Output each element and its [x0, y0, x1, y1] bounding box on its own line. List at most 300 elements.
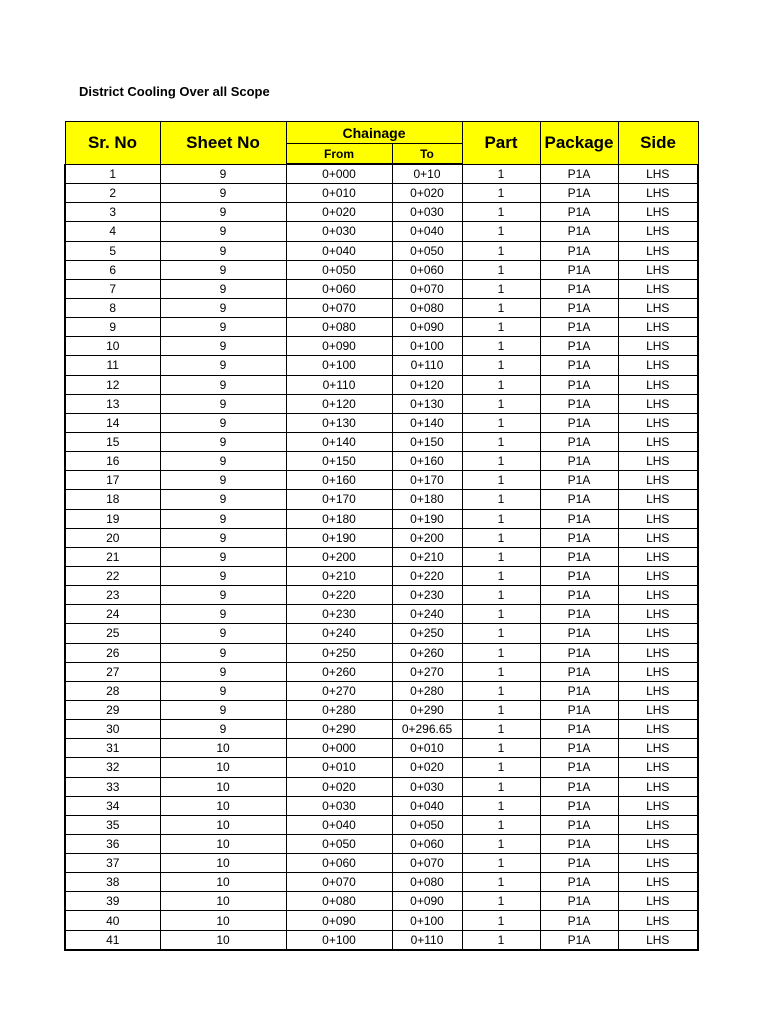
chainage-from-cell: 0+040: [286, 241, 392, 260]
sr-no-cell: 28: [65, 681, 160, 700]
side-cell: LHS: [618, 681, 698, 700]
side-cell: LHS: [618, 930, 698, 950]
header-sheet-no: Sheet No: [160, 122, 286, 165]
table-row: [65, 337, 698, 356]
sr-no-cell: 20: [65, 528, 160, 547]
table-row: [65, 222, 698, 241]
sr-no-cell: 40: [65, 911, 160, 930]
chainage-from-cell: 0+200: [286, 547, 392, 566]
package-cell: P1A: [540, 184, 618, 203]
chainage-from-cell: 0+080: [286, 318, 392, 337]
sheet-no-cell: 9: [160, 394, 286, 413]
package-cell: P1A: [540, 203, 618, 222]
sr-no-cell: 32: [65, 758, 160, 777]
sr-no-cell: 19: [65, 509, 160, 528]
side-cell: LHS: [618, 260, 698, 279]
side-cell: LHS: [618, 203, 698, 222]
package-cell: P1A: [540, 298, 618, 317]
package-cell: P1A: [540, 318, 618, 337]
part-cell: 1: [462, 337, 540, 356]
package-cell: P1A: [540, 452, 618, 471]
sheet-no-cell: 10: [160, 834, 286, 853]
sheet-no-cell: 9: [160, 432, 286, 451]
chainage-from-cell: 0+100: [286, 930, 392, 950]
chainage-from-cell: 0+250: [286, 643, 392, 662]
side-cell: LHS: [618, 873, 698, 892]
sr-no-cell: 29: [65, 700, 160, 719]
chainage-to-cell: 0+040: [392, 222, 462, 241]
sheet-no-cell: 9: [160, 318, 286, 337]
sheet-no-cell: 9: [160, 643, 286, 662]
table-row: [65, 796, 698, 815]
side-cell: LHS: [618, 298, 698, 317]
table-row: [65, 758, 698, 777]
chainage-from-cell: 0+090: [286, 911, 392, 930]
chainage-to-cell: 0+250: [392, 624, 462, 643]
chainage-from-cell: 0+060: [286, 279, 392, 298]
sheet-no-cell: 9: [160, 260, 286, 279]
part-cell: 1: [462, 854, 540, 873]
sheet-no-cell: 9: [160, 509, 286, 528]
side-cell: LHS: [618, 394, 698, 413]
part-cell: 1: [462, 394, 540, 413]
sr-no-cell: 1: [65, 164, 160, 184]
sheet-no-cell: 9: [160, 164, 286, 184]
table-row: [65, 586, 698, 605]
table-row: [65, 777, 698, 796]
sr-no-cell: 7: [65, 279, 160, 298]
chainage-to-cell: 0+160: [392, 452, 462, 471]
table-row: [65, 605, 698, 624]
chainage-from-cell: 0+080: [286, 892, 392, 911]
chainage-to-cell: 0+110: [392, 930, 462, 950]
package-cell: P1A: [540, 643, 618, 662]
sheet-no-cell: 9: [160, 566, 286, 585]
sr-no-cell: 36: [65, 834, 160, 853]
sheet-no-cell: 9: [160, 490, 286, 509]
header-row: [65, 122, 698, 144]
part-cell: 1: [462, 164, 540, 184]
chainage-from-cell: 0+180: [286, 509, 392, 528]
chainage-to-cell: 0+050: [392, 241, 462, 260]
part-cell: 1: [462, 586, 540, 605]
chainage-from-cell: 0+160: [286, 471, 392, 490]
sheet-no-cell: 10: [160, 796, 286, 815]
chainage-to-cell: 0+130: [392, 394, 462, 413]
sheet-no-cell: 9: [160, 356, 286, 375]
package-cell: P1A: [540, 854, 618, 873]
sheet-no-cell: 9: [160, 203, 286, 222]
sheet-no-cell: 10: [160, 758, 286, 777]
sr-no-cell: 6: [65, 260, 160, 279]
sheet-no-cell: 9: [160, 700, 286, 719]
side-cell: LHS: [618, 739, 698, 758]
chainage-to-cell: 0+290: [392, 700, 462, 719]
sheet-no-cell: 10: [160, 815, 286, 834]
part-cell: 1: [462, 222, 540, 241]
chainage-from-cell: 0+070: [286, 298, 392, 317]
side-cell: LHS: [618, 452, 698, 471]
part-cell: 1: [462, 605, 540, 624]
table-row: [65, 643, 698, 662]
package-cell: P1A: [540, 413, 618, 432]
chainage-from-cell: 0+260: [286, 662, 392, 681]
part-cell: 1: [462, 662, 540, 681]
sr-no-cell: 24: [65, 605, 160, 624]
side-cell: LHS: [618, 184, 698, 203]
package-cell: P1A: [540, 930, 618, 950]
package-cell: P1A: [540, 700, 618, 719]
chainage-to-cell: 0+070: [392, 854, 462, 873]
header-part: Part: [462, 122, 540, 165]
sheet-no-cell: 9: [160, 471, 286, 490]
sheet-no-cell: 9: [160, 298, 286, 317]
part-cell: 1: [462, 547, 540, 566]
sr-no-cell: 10: [65, 337, 160, 356]
sr-no-cell: 23: [65, 586, 160, 605]
sr-no-cell: 41: [65, 930, 160, 950]
side-cell: LHS: [618, 586, 698, 605]
chainage-to-cell: 0+050: [392, 815, 462, 834]
header-to: To: [392, 144, 462, 165]
part-cell: 1: [462, 796, 540, 815]
chainage-to-cell: 0+180: [392, 490, 462, 509]
part-cell: 1: [462, 528, 540, 547]
chainage-to-cell: 0+240: [392, 605, 462, 624]
part-cell: 1: [462, 452, 540, 471]
package-cell: P1A: [540, 432, 618, 451]
chainage-from-cell: 0+220: [286, 586, 392, 605]
chainage-to-cell: 0+140: [392, 413, 462, 432]
sheet-no-cell: 10: [160, 892, 286, 911]
header-from: From: [286, 144, 392, 165]
package-cell: P1A: [540, 662, 618, 681]
table-row: [65, 509, 698, 528]
sheet-no-cell: 10: [160, 739, 286, 758]
chainage-from-cell: 0+020: [286, 777, 392, 796]
sheet-no-cell: 9: [160, 528, 286, 547]
sr-no-cell: 35: [65, 815, 160, 834]
header-side: Side: [618, 122, 698, 165]
sheet-no-cell: 9: [160, 222, 286, 241]
part-cell: 1: [462, 184, 540, 203]
chainage-from-cell: 0+000: [286, 164, 392, 184]
side-cell: LHS: [618, 911, 698, 930]
package-cell: P1A: [540, 566, 618, 585]
chainage-from-cell: 0+170: [286, 490, 392, 509]
sr-no-cell: 22: [65, 566, 160, 585]
chainage-from-cell: 0+270: [286, 681, 392, 700]
package-cell: P1A: [540, 375, 618, 394]
package-cell: P1A: [540, 222, 618, 241]
package-cell: P1A: [540, 911, 618, 930]
sheet-no-cell: 10: [160, 930, 286, 950]
table-row: [65, 260, 698, 279]
sheet-no-cell: 9: [160, 662, 286, 681]
chainage-from-cell: 0+040: [286, 815, 392, 834]
sr-no-cell: 21: [65, 547, 160, 566]
chainage-to-cell: 0+030: [392, 777, 462, 796]
table-row: [65, 241, 698, 260]
sr-no-cell: 27: [65, 662, 160, 681]
side-cell: LHS: [618, 662, 698, 681]
header-package: Package: [540, 122, 618, 165]
side-cell: LHS: [618, 815, 698, 834]
chainage-to-cell: 0+070: [392, 279, 462, 298]
side-cell: LHS: [618, 432, 698, 451]
package-cell: P1A: [540, 356, 618, 375]
table-row: [65, 394, 698, 413]
package-cell: P1A: [540, 605, 618, 624]
package-cell: P1A: [540, 547, 618, 566]
table-row: [65, 471, 698, 490]
part-cell: 1: [462, 471, 540, 490]
chainage-from-cell: 0+000: [286, 739, 392, 758]
package-cell: P1A: [540, 337, 618, 356]
table-row: [65, 624, 698, 643]
chainage-from-cell: 0+190: [286, 528, 392, 547]
chainage-from-cell: 0+030: [286, 796, 392, 815]
sr-no-cell: 9: [65, 318, 160, 337]
table-row: [65, 452, 698, 471]
sheet-no-cell: 9: [160, 586, 286, 605]
table-row: [65, 203, 698, 222]
chainage-to-cell: 0+040: [392, 796, 462, 815]
package-cell: P1A: [540, 815, 618, 834]
chainage-from-cell: 0+020: [286, 203, 392, 222]
package-cell: P1A: [540, 394, 618, 413]
sr-no-cell: 33: [65, 777, 160, 796]
chainage-from-cell: 0+230: [286, 605, 392, 624]
side-cell: LHS: [618, 720, 698, 739]
table-row: [65, 834, 698, 853]
side-cell: LHS: [618, 643, 698, 662]
part-cell: 1: [462, 777, 540, 796]
sr-no-cell: 16: [65, 452, 160, 471]
side-cell: LHS: [618, 490, 698, 509]
chainage-from-cell: 0+030: [286, 222, 392, 241]
chainage-from-cell: 0+150: [286, 452, 392, 471]
table-row: [65, 892, 698, 911]
part-cell: 1: [462, 834, 540, 853]
chainage-from-cell: 0+010: [286, 758, 392, 777]
part-cell: 1: [462, 758, 540, 777]
chainage-to-cell: 0+10: [392, 164, 462, 184]
part-cell: 1: [462, 432, 540, 451]
side-cell: LHS: [618, 413, 698, 432]
part-cell: 1: [462, 815, 540, 834]
part-cell: 1: [462, 624, 540, 643]
package-cell: P1A: [540, 490, 618, 509]
sr-no-cell: 3: [65, 203, 160, 222]
chainage-to-cell: 0+150: [392, 432, 462, 451]
part-cell: 1: [462, 279, 540, 298]
chainage-from-cell: 0+210: [286, 566, 392, 585]
chainage-to-cell: 0+060: [392, 834, 462, 853]
sheet-no-cell: 10: [160, 911, 286, 930]
chainage-to-cell: 0+280: [392, 681, 462, 700]
sr-no-cell: 4: [65, 222, 160, 241]
chainage-to-cell: 0+260: [392, 643, 462, 662]
part-cell: 1: [462, 260, 540, 279]
chainage-from-cell: 0+090: [286, 337, 392, 356]
side-cell: LHS: [618, 222, 698, 241]
sheet-no-cell: 9: [160, 547, 286, 566]
package-cell: P1A: [540, 586, 618, 605]
package-cell: P1A: [540, 720, 618, 739]
side-cell: LHS: [618, 279, 698, 298]
side-cell: LHS: [618, 566, 698, 585]
package-cell: P1A: [540, 873, 618, 892]
sheet-no-cell: 9: [160, 720, 286, 739]
sheet-no-cell: 9: [160, 375, 286, 394]
side-cell: LHS: [618, 834, 698, 853]
chainage-from-cell: 0+290: [286, 720, 392, 739]
part-cell: 1: [462, 318, 540, 337]
chainage-to-cell: 0+296.65: [392, 720, 462, 739]
table-row: [65, 164, 698, 184]
side-cell: LHS: [618, 241, 698, 260]
side-cell: LHS: [618, 700, 698, 719]
side-cell: LHS: [618, 471, 698, 490]
document-title: District Cooling Over all Scope: [79, 84, 270, 99]
package-cell: P1A: [540, 777, 618, 796]
part-cell: 1: [462, 892, 540, 911]
package-cell: P1A: [540, 241, 618, 260]
table-row: [65, 815, 698, 834]
table-row: [65, 184, 698, 203]
chainage-to-cell: 0+100: [392, 337, 462, 356]
sheet-no-cell: 9: [160, 413, 286, 432]
table-row: [65, 566, 698, 585]
sheet-no-cell: 9: [160, 279, 286, 298]
package-cell: P1A: [540, 892, 618, 911]
chainage-to-cell: 0+020: [392, 184, 462, 203]
side-cell: LHS: [618, 777, 698, 796]
sr-no-cell: 31: [65, 739, 160, 758]
chainage-from-cell: 0+280: [286, 700, 392, 719]
part-cell: 1: [462, 930, 540, 950]
sheet-no-cell: 10: [160, 777, 286, 796]
sr-no-cell: 2: [65, 184, 160, 203]
table-row: [65, 700, 698, 719]
package-cell: P1A: [540, 164, 618, 184]
side-cell: LHS: [618, 854, 698, 873]
table-row: [65, 528, 698, 547]
part-cell: 1: [462, 356, 540, 375]
sr-no-cell: 8: [65, 298, 160, 317]
sheet-no-cell: 9: [160, 241, 286, 260]
chainage-to-cell: 0+200: [392, 528, 462, 547]
chainage-to-cell: 0+090: [392, 318, 462, 337]
table-row: [65, 318, 698, 337]
sr-no-cell: 37: [65, 854, 160, 873]
sheet-no-cell: 9: [160, 681, 286, 700]
side-cell: LHS: [618, 624, 698, 643]
part-cell: 1: [462, 739, 540, 758]
chainage-to-cell: 0+100: [392, 911, 462, 930]
header-chainage: Chainage: [286, 122, 462, 144]
table-row: [65, 490, 698, 509]
package-cell: P1A: [540, 739, 618, 758]
scope-table: [64, 121, 699, 951]
chainage-to-cell: 0+170: [392, 471, 462, 490]
sr-no-cell: 25: [65, 624, 160, 643]
package-cell: P1A: [540, 471, 618, 490]
chainage-from-cell: 0+050: [286, 834, 392, 853]
part-cell: 1: [462, 375, 540, 394]
table-row: [65, 930, 698, 950]
table-row: [65, 279, 698, 298]
table-row: [65, 873, 698, 892]
chainage-to-cell: 0+010: [392, 739, 462, 758]
side-cell: LHS: [618, 164, 698, 184]
package-cell: P1A: [540, 509, 618, 528]
chainage-to-cell: 0+060: [392, 260, 462, 279]
sr-no-cell: 30: [65, 720, 160, 739]
table-row: [65, 854, 698, 873]
package-cell: P1A: [540, 279, 618, 298]
chainage-to-cell: 0+020: [392, 758, 462, 777]
side-cell: LHS: [618, 509, 698, 528]
side-cell: LHS: [618, 547, 698, 566]
table-row: [65, 547, 698, 566]
sheet-no-cell: 9: [160, 184, 286, 203]
table-row: [65, 911, 698, 930]
side-cell: LHS: [618, 605, 698, 624]
table-row: [65, 739, 698, 758]
sr-no-cell: 5: [65, 241, 160, 260]
table-row: [65, 662, 698, 681]
table-row: [65, 356, 698, 375]
table-row: [65, 432, 698, 451]
sr-no-cell: 39: [65, 892, 160, 911]
chainage-to-cell: 0+080: [392, 298, 462, 317]
part-cell: 1: [462, 509, 540, 528]
part-cell: 1: [462, 413, 540, 432]
chainage-from-cell: 0+100: [286, 356, 392, 375]
chainage-from-cell: 0+060: [286, 854, 392, 873]
chainage-to-cell: 0+210: [392, 547, 462, 566]
chainage-from-cell: 0+140: [286, 432, 392, 451]
sr-no-cell: 13: [65, 394, 160, 413]
table-header: [65, 122, 698, 165]
sr-no-cell: 15: [65, 432, 160, 451]
part-cell: 1: [462, 566, 540, 585]
table-row: [65, 375, 698, 394]
side-cell: LHS: [618, 892, 698, 911]
side-cell: LHS: [618, 375, 698, 394]
package-cell: P1A: [540, 260, 618, 279]
chainage-to-cell: 0+220: [392, 566, 462, 585]
side-cell: LHS: [618, 758, 698, 777]
table-body: [65, 164, 698, 950]
sheet-no-cell: 9: [160, 452, 286, 471]
chainage-from-cell: 0+130: [286, 413, 392, 432]
package-cell: P1A: [540, 624, 618, 643]
part-cell: 1: [462, 720, 540, 739]
chainage-from-cell: 0+120: [286, 394, 392, 413]
table-row: [65, 720, 698, 739]
package-cell: P1A: [540, 834, 618, 853]
side-cell: LHS: [618, 796, 698, 815]
sr-no-cell: 38: [65, 873, 160, 892]
part-cell: 1: [462, 873, 540, 892]
table-row: [65, 681, 698, 700]
sheet-no-cell: 10: [160, 873, 286, 892]
sr-no-cell: 11: [65, 356, 160, 375]
sheet-no-cell: 10: [160, 854, 286, 873]
